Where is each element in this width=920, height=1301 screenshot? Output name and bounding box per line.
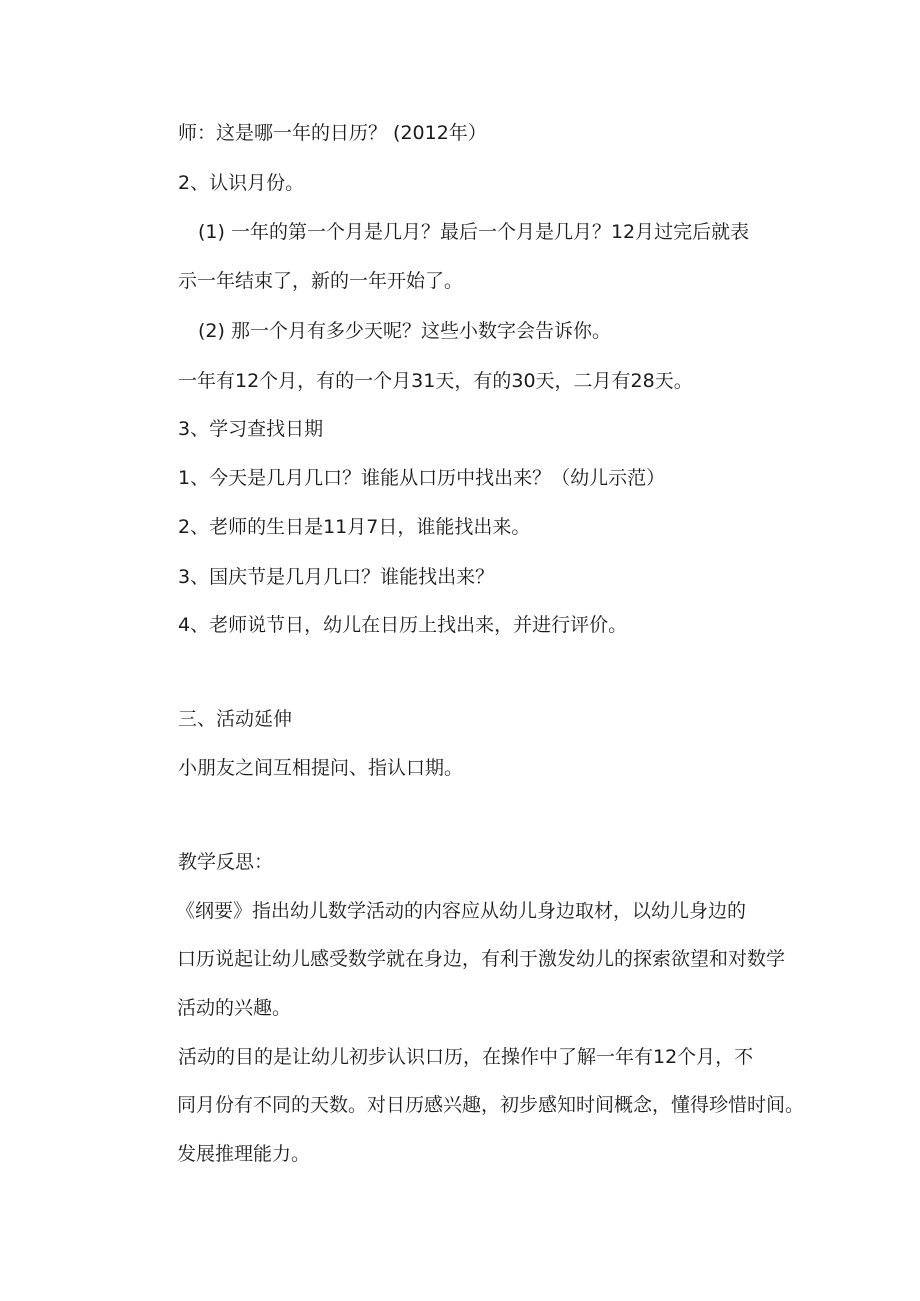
reflection-para-2-line-2: 同月份有不同的天数。对日历感兴趣，初步感知时间概念，懂得珍惜时间。 bbox=[177, 1094, 805, 1116]
step-1-line: 1、今天是几月几口？谁能从口历中找出来？（幼儿示范） bbox=[178, 467, 666, 489]
extension-text: 小朋友之间互相提问、指认口期。 bbox=[178, 757, 464, 779]
reflection-para-2-line-3: 发展推理能力。 bbox=[177, 1143, 311, 1165]
teacher-question-year: 师：这是哪一年的日历？ (2012年） bbox=[178, 122, 487, 144]
item-2-line: (2) 那一个月有多少天呢？这些小数字会告诉你。 bbox=[198, 320, 611, 342]
extension-heading: 三、活动延伸 bbox=[178, 708, 293, 730]
section-3-heading: 3、学习查找日期 bbox=[178, 418, 324, 440]
item-1-line-2: 示一年结束了，新的一年开始了。 bbox=[178, 270, 464, 292]
step-3-line: 3、国庆节是几月几口？谁能找出来？ bbox=[178, 566, 495, 588]
reflection-heading: 教学反思： bbox=[178, 851, 274, 873]
reflection-para-1-line-1: 《纲要》指出幼儿数学活动的内容应从幼儿身边取材，以幼儿身边的 bbox=[176, 900, 747, 922]
reflection-para-2-line-1: 活动的目的是让幼儿初步认识口历，在操作中了解一年有12个月，不 bbox=[178, 1046, 754, 1068]
item-1-line-1: (1) 一年的第一个月是几月？最后一个月是几月？12月过完后就表 bbox=[198, 221, 750, 243]
reflection-para-1-line-3: 活动的兴趣。 bbox=[177, 997, 292, 1019]
section-2-heading: 2、认识月份。 bbox=[178, 172, 305, 194]
reflection-para-1-line-2: 口历说起让幼儿感受数学就在身边，有利于激发幼儿的探索欲望和对数学 bbox=[177, 948, 786, 970]
step-2-line: 2、老师的生日是11月7日，谁能找出来。 bbox=[178, 516, 531, 538]
step-4-line: 4、老师说节日，幼儿在日历上找出来，并进行评价。 bbox=[178, 614, 628, 636]
months-days-line: 一年有12个月，有的一个月31天，有的30天，二月有28天。 bbox=[178, 370, 693, 392]
